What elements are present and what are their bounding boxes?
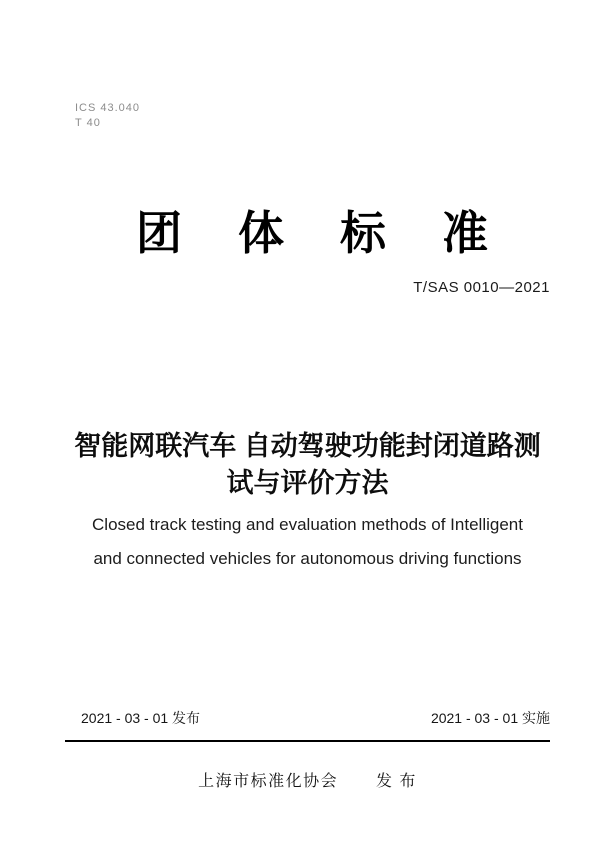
publish-action-label: 发 布 — [375, 773, 417, 790]
title-chinese — [65, 428, 550, 502]
standard-type-char: 团 — [136, 207, 182, 259]
standard-number: T/SAS 0010—2021 — [413, 279, 550, 296]
title-chinese-line2: 试与评价方法 — [226, 468, 389, 498]
standard-type-char: 准 — [442, 207, 488, 259]
publisher-name: 上海市标准化协会 — [198, 773, 339, 790]
issue-date: 2021 - 03 - 01 发布 — [81, 710, 201, 726]
ics-code: ICS 43.040 — [75, 102, 141, 114]
standard-type-char: 标 — [340, 207, 386, 259]
implementation-date: 2021 - 03 - 01 实施 — [430, 710, 550, 726]
dates-row — [65, 709, 550, 728]
title-english-line2: and connected vehicles for autonomous driving functions — [93, 549, 522, 568]
title-chinese-line1: 智能网联汽车 自动驾驶功能封闭道路测 — [74, 431, 541, 461]
classification-code: T 40 — [75, 117, 101, 129]
standard-type-title — [136, 207, 488, 259]
publisher-line — [65, 772, 550, 792]
title-english-line1: Closed track testing and evaluation methods of Intelligent — [92, 515, 523, 534]
standard-type-char: 体 — [238, 207, 284, 259]
footer-rule — [65, 740, 550, 742]
title-english — [65, 508, 550, 576]
ics-codes — [75, 101, 140, 131]
